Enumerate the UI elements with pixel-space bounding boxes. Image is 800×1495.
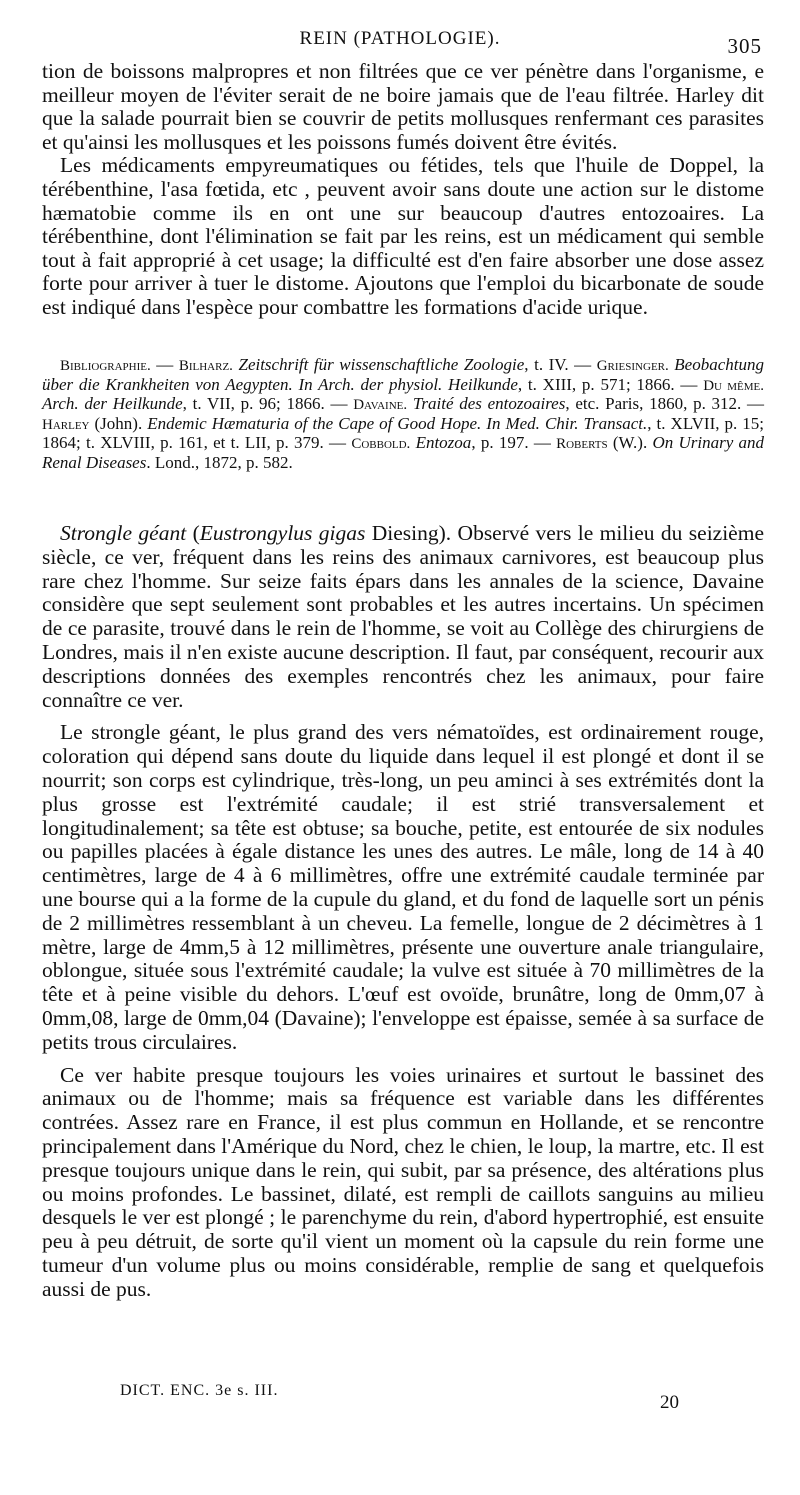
paragraph-strongle-habitat: Ce ver habite presque toujours les voies urinaires et surtout le bassinet des animaux ou de l'homme; mais sa fréquence est variable dans les différentes contrées. Assez rare en France, il est plus commun en Hollande, et se rencontre principalement dans l'Amérique du Nord, chez le chien, le loup, la martre, etc. Il est presque toujours unique dans le rein, qui subit, par sa présence, des altérations plus ou moins profondes. Le bassinet, dilaté, est rempli de caillots sanguins au milieu desquels le ver est plongé ; le parenchyme du rein, d'abord hypertrophié, est ensuite peu à peu détruit, de sorte qu'il vient un moment où la capsule du rein forme une tumeur d'un volume plus ou moins considérable, remplie de sang et quelquefois aussi de pus. — [42, 1062, 764, 1301]
biblio-author: Davaine. — [353, 397, 408, 413]
biblio-title: On Urinary and Renal Diseases — [42, 433, 765, 472]
body-text-strongle — [42, 522, 764, 1311]
biblio-author: Griesinger. — [596, 358, 669, 374]
biblio-title: Arch. der Heilkunde — [42, 394, 183, 413]
biblio-ref: , t. XIII, p. 571; 1866. — — [517, 374, 698, 394]
biblio-author: Harley — [42, 416, 90, 433]
biblio-title: Beobachtung über die Krankheiten von Aegypten. In Arch. der physiol. Heilkunde — [42, 355, 764, 394]
biblio-author: Roberts — [556, 436, 608, 452]
bibliography-label: Bibliographie. — [60, 358, 151, 374]
biblio-ref: (W.). — [607, 433, 648, 452]
page-number: 305 — [727, 34, 762, 58]
footer-signature: DICT. ENC. 3e s. III. — [120, 1382, 279, 1399]
biblio-title: Entozoa — [415, 433, 472, 452]
section-title-paren: ( — [186, 521, 200, 545]
biblio-author: Bilharz. — [178, 358, 233, 374]
paragraph-strongle-intro — [42, 522, 764, 712]
footer-sheet-number: 20 — [660, 1392, 679, 1413]
biblio-ref: (John). — [89, 413, 143, 433]
biblio-ref: , etc. Paris, 1860, p. 312. — — [565, 394, 765, 413]
biblio-ref: . Lond., 1872, p. 582. — [146, 452, 293, 472]
paragraph-strongle-intro-text: Observé vers le milieu du seizième siècle, ce ver, fréquent dans les reins des animaux carnivores, est beaucoup plus rare chez l'homme. Sur seize faits épars dans les annales de la science, Davaine considère que sept seulement sont probables et les autres incertains. Un spécimen de ce parasite, trouvé dans le rein de l'homme, se voit au Collège des chirurgiens de Londres, mais il n'en existe aucune description. Il faut, par conséquent, recourir aux descriptions données des exemples rencontrés chez les animaux, pour faire connaître ce ver. — [42, 521, 764, 712]
section-title: Strongle géant — [60, 521, 187, 545]
biblio-author: Du même. — [703, 377, 764, 394]
biblio-ref: , t. IV. — — [524, 355, 592, 374]
paragraph-continuation: tion de boissons malpropres et non filtrées que ce ver pénètre dans l'organisme, e meilleur moyen de l'éviter serait de ne boire jamais que de l'eau filtrée. Harley dit que la salade pourrait bien se couvrir de petits mollusques renfermant ces parasites et qu'ainsi les mollusques et les poissons fumés doivent être évités. — [42, 59, 764, 154]
biblio-ref: , t. VII, p. 96; 1866. — — [182, 394, 348, 413]
running-head: REIN (PATHOLOGIE). — [299, 28, 501, 49]
biblio-ref: , t. XLVII, p. 15; 1864; t. XLVIII, p. 161, et t. LII, p. 379. — — [42, 413, 765, 452]
bibliography: Bibliographie. — Bilharz. Zeitschrift für wissenschaftliche Zoologie, t. IV. — Griesinger. Beobachtung über die Krankheiten von Aegypten. In Arch. der physiol. Heilkunde, t. XIII, p. 571; 1866. — Du même. Arch. der Heilkunde, t. VII, p. 96; 1866. — Davaine. Traité des entozoaires, etc. Paris, 1860, p. 312. — Harley (John). Endemic Hæmaturia of the Cape of Good Hope. In Med. Chir. Transact., t. XLVII, p. 15; 1864; t. XLVIII, p. 161, et t. LII, p. 379. — Cobbold. Entozoa, p. 197. — Roberts (W.). On Urinary and Renal Diseases. Lond., 1872, p. 582. — [42, 355, 765, 472]
biblio-title: Traité des entozoaires — [412, 394, 566, 413]
biblio-ref: , p. 197. — — [471, 433, 551, 452]
section-author: Diesing). — [365, 521, 452, 545]
biblio-title: Endemic Hæmaturia of the Cape of Good Hope. In Med. Chir. Transact. — [147, 413, 648, 433]
paragraph-strongle-description: Le strongle géant, le plus grand des vers nématoïdes, est ordinairement rouge, coloration qui dépend sans doute du liquide dans lequel il est plongé et dont il se nourrit; son corps est cylindrique, très-long, un peu aminci à ses extrémités dont la plus grosse est l'extrémité caudale; il est strié transversalement et longitudinalement; sa tête est obtuse; sa bouche, petite, est entourée de six nodules ou papilles placées à égale distance les unes des autres. Le mâle, long de 14 à 40 centimètres, large de 4 à 6 millimètres, offre une extrémité caudale terminée par une bourse qui a la forme de la cupule du gland, et du fond de laquelle sort un pénis de 2 millimètres ressemblant à un cheveu. La femelle, longue de 2 décimètres à 1 mètre, large de 4mm,5 à 12 millimètres, présente une ouverture anale triangulaire, oblongue, située sous l'extrémité caudale; la vulve est située à 70 millimètres de la tête et à peine visible du dehors. L'œuf est ovoïde, brunâtre, long de 0mm,07 à 0mm,08, large de 0mm,04 (Davaine); l'enveloppe est épaisse, semée à sa surface de petits trous circulaires. — [42, 720, 764, 1054]
section-latin-name: Eustrongylus gigas — [199, 521, 366, 545]
body-text-top — [42, 60, 764, 320]
paragraph-medications: Les médicaments empyreumatiques ou fétides, tels que l'huile de Doppel, la térébenthine, l'asa fœtida, etc , peuvent avoir sans doute une action sur le distome hæmatobie comme ils en ont une sur beaucoup d'autres entozoaires. La térébenthine, dont l'élimination se fait par les reins, est un médicament qui semble tout à fait approprié à cet usage; la difficulté est d'en faire absorber une dose assez forte pour arriver à tuer le distome. Ajoutons que l'emploi du bicarbonate de soude est indiqué dans l'espèce pour combattre les formations d'acide urique. — [42, 153, 764, 319]
biblio-title: Zeitschrift für wissenschaftliche Zoologie — [238, 355, 525, 374]
biblio-author: Cobbold. — [351, 436, 411, 452]
